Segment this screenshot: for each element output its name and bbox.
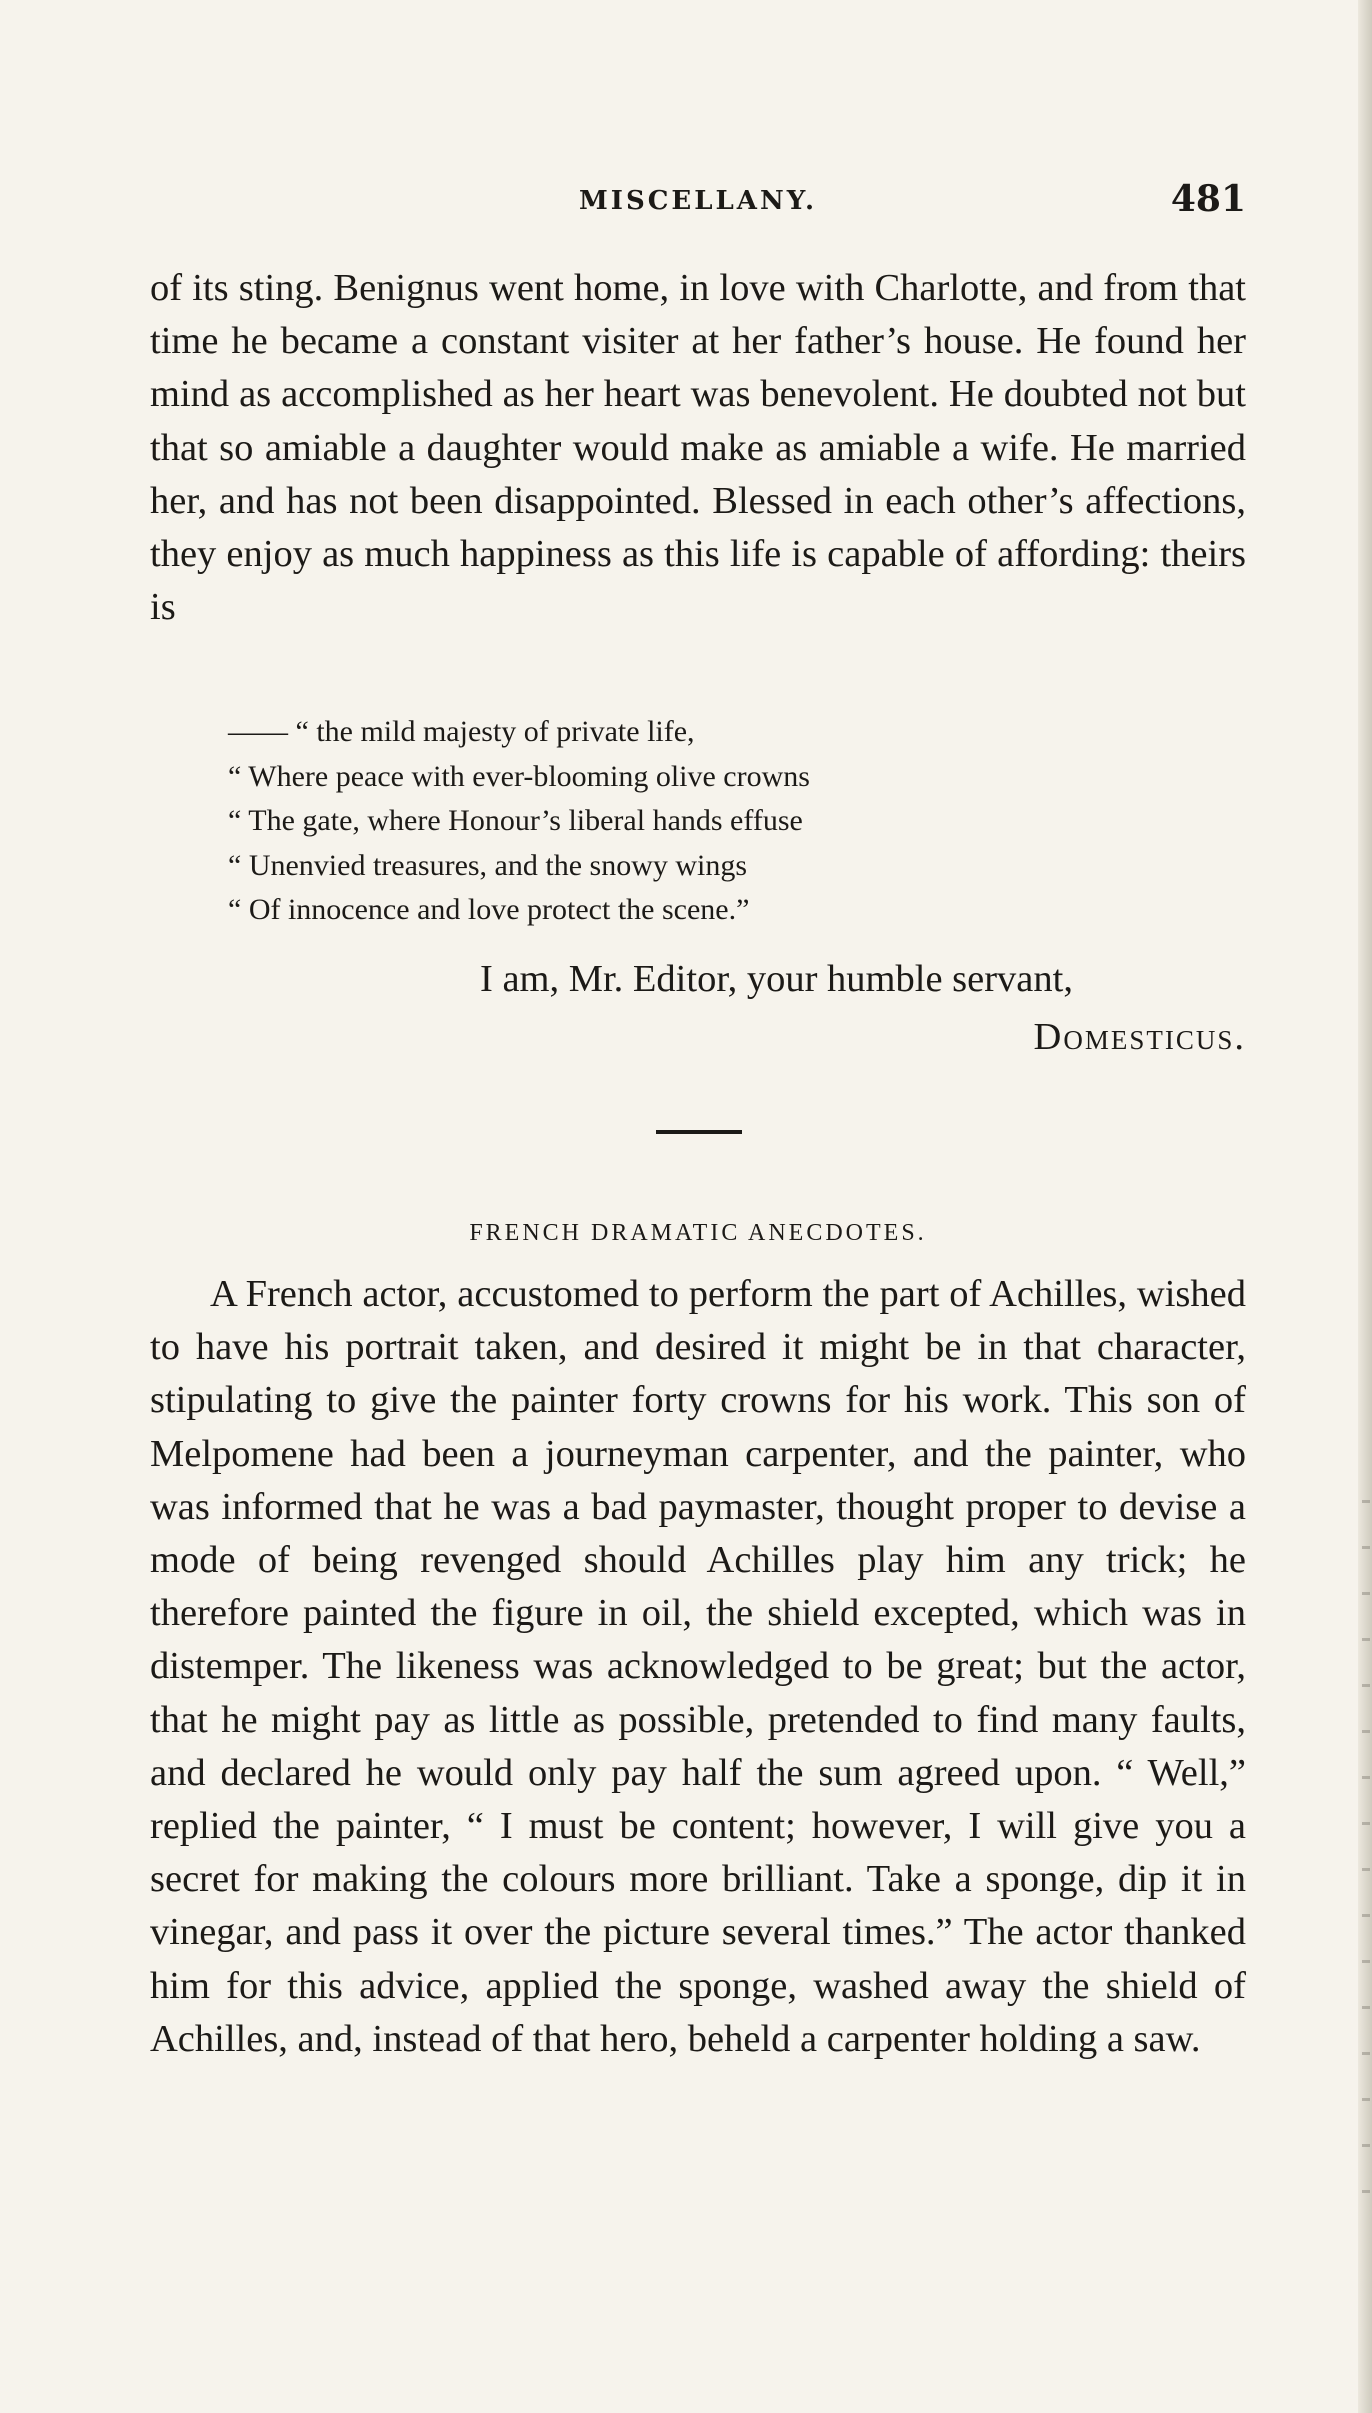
verse-line: “ Unenvied treasures, and the snowy wings [228, 848, 748, 882]
paragraph-anecdote: A French actor, accustomed to perform the part of Achilles, wished to have his portrait taken, and desired it might be in that character, stipulating to give the painter forty crowns for his work. This son of Melpomene had been a journeyman carpenter, and the painter, who was informed that he was a bad paymaster, thought proper to devise a mode of being revenged should Achilles play him any trick; he therefore painted the figure in oil, the shield excepted, which was in distemper. The likeness was acknowledged to be great; but the actor, that he might pay as little as possible, pretended to find many faults, and declared he would only pay half the sum agreed upon. “ Well,” replied the painter, “ I must be content; however, I will give you a secret for making the colours more brilliant. Take a sponge, dip it in vinegar, and pass it over the picture several times.” The actor thanked him for this advice, applied the sponge, washed away the shield of Achilles, and, instead of that hero, beheld a carpenter holding a saw. [150, 1273, 1246, 2060]
verse-line: —— “ the mild majesty of private life, [228, 715, 695, 748]
page-number: 481 [1170, 178, 1246, 220]
page-header [150, 178, 1246, 228]
page-edge [1358, 0, 1372, 2413]
binding-marks [1362, 1500, 1370, 2200]
letter-signature: Domesticus. [1033, 1016, 1246, 1058]
verse-quotation [228, 710, 1048, 933]
section-title: FRENCH DRAMATIC ANECDOTES. [469, 1220, 927, 1246]
verse-line: “ The gate, where Honour’s liberal hands effuse [228, 804, 803, 838]
running-head: MISCELLANY. [579, 186, 817, 216]
paragraph-letter-end: of its sting. Benignus went home, in love with Charlotte, and from that time he became a constant visiter at her father’s house. He found her mind as accomplished as her heart was benevolent. He doubted not but that so amiable a daughter would make as amiable a wife. He married her, and has not been disappointed. Blessed in each other’s affections, they enjoy as much happiness as this life is capable of affording: theirs is [150, 267, 1246, 629]
section-divider [656, 1130, 742, 1134]
verse-line: “ Where peace with ever-blooming olive crowns [228, 759, 810, 793]
verse-line: “ Of innocence and love protect the scene.” [228, 893, 750, 927]
letter-closing: I am, Mr. Editor, your humble servant, [480, 958, 1073, 1000]
